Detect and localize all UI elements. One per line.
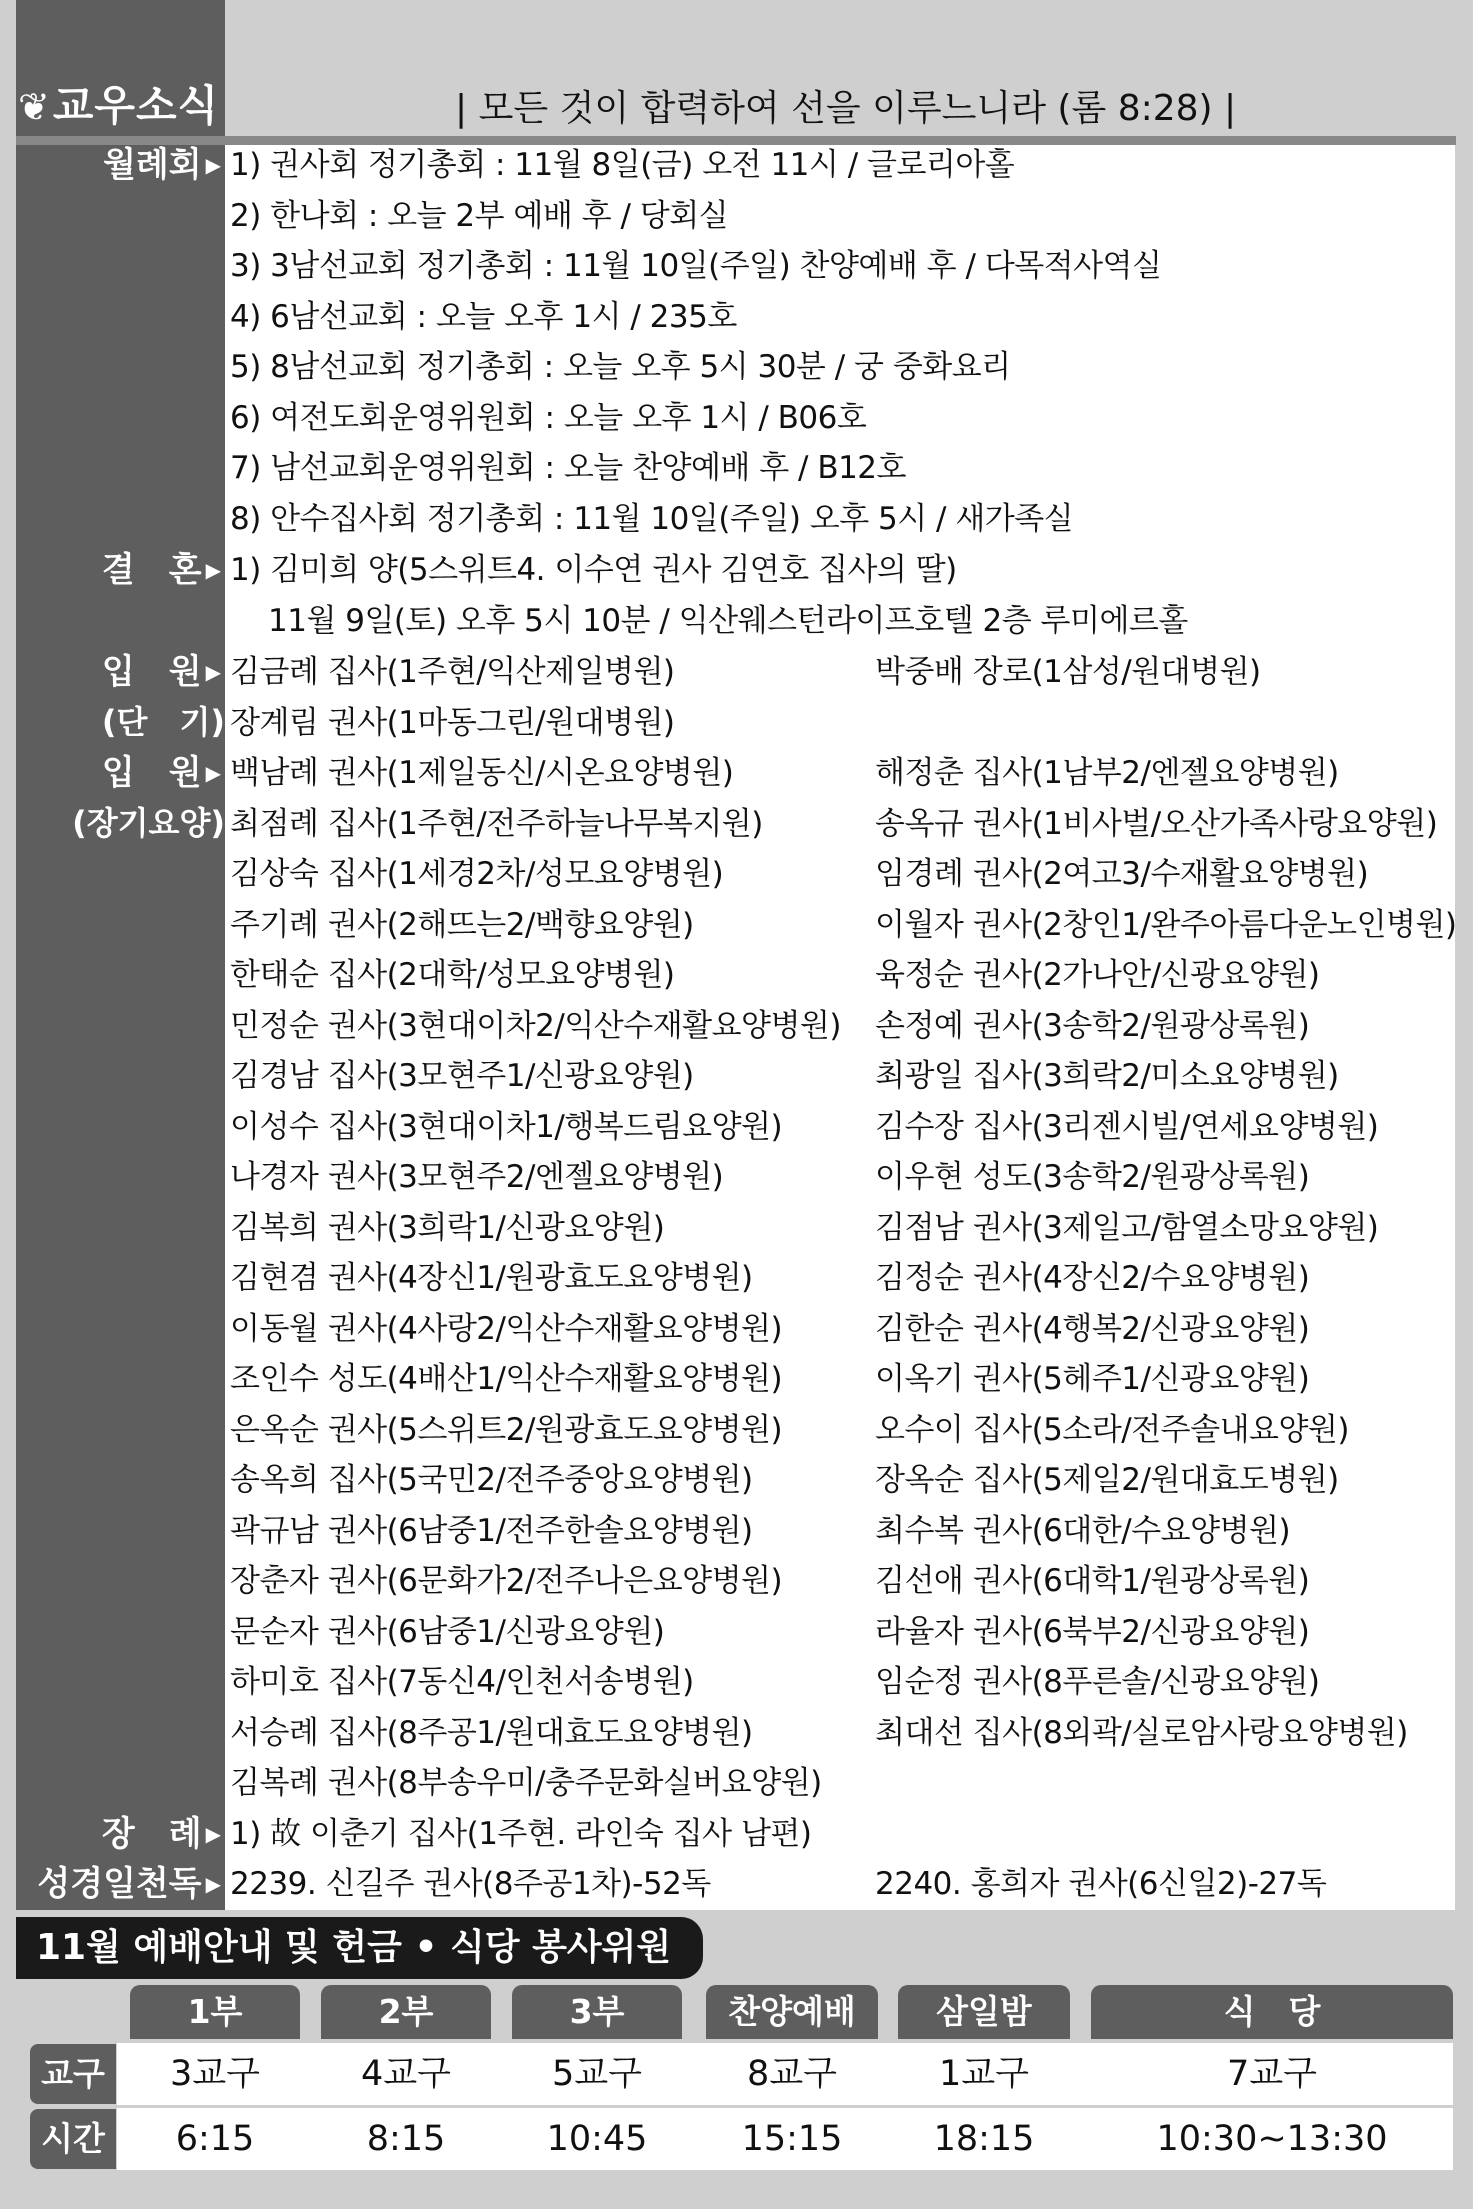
admit-long-entry: 라율자 권사(6북부2/신광요양원)	[875, 1614, 1310, 1650]
monthly-item: 3) 3남선교회 정기총회 : 11월 10일(주일) 찬양예배 후 / 다목적사역실	[230, 248, 1162, 284]
admit-long-entry: 김한순 권사(4행복2/신광요양원)	[875, 1311, 1310, 1347]
col-head-praise: 찬양예배	[706, 1985, 878, 2039]
wedding-line-1: 1) 김미희 양(5스위트4. 이수연 권사 김연호 집사의 딸)	[230, 552, 957, 588]
leaf-icon: ❦	[18, 85, 51, 129]
admit-long-entry: 김정순 권사(4장신2/수요양병원)	[875, 1260, 1310, 1296]
admit-long-entry: 김점남 권사(3제일고/함열소망요양원)	[875, 1210, 1379, 1246]
label-short-term: (단 기)	[101, 703, 225, 741]
row-label-time: 시간	[30, 2109, 116, 2169]
admit-long-entry: 주기례 권사(2해뜨는2/백향요양원)	[230, 907, 694, 943]
admit-long-entry: 이우현 성도(3송학2/원광상록원)	[875, 1159, 1310, 1195]
admit-short-entry: 김금례 집사(1주현/익산제일병원)	[230, 654, 675, 690]
monthly-item: 2) 한나회 : 오늘 2부 예배 후 / 당회실	[230, 198, 729, 234]
admit-long-entry: 백남례 권사(1제일동신/시온요양병원)	[230, 755, 734, 791]
admit-long-entry: 최대선 집사(8외곽/실로암사랑요양병원)	[875, 1715, 1408, 1751]
time-2bu: 8:15	[366, 2119, 446, 2159]
funeral-line: 1) 故 이춘기 집사(1주현. 라인숙 집사 남편)	[230, 1816, 812, 1852]
parish-praise: 8교구	[747, 2054, 837, 2094]
parish-2bu: 4교구	[361, 2054, 451, 2094]
monthly-item: 8) 안수집사회 정기총회 : 11월 10일(주일) 오후 5시 / 새가족실	[230, 501, 1074, 537]
arrow-icon: ▶	[205, 660, 221, 684]
admit-long-entry: 문순자 권사(6남중1/신광요양원)	[230, 1614, 665, 1650]
admit-long-entry: 육정순 권사(2가나안/신광요양원)	[875, 957, 1320, 993]
admit-long-entry: 장옥순 집사(5제일2/원대효도병원)	[875, 1462, 1339, 1498]
monthly-item: 4) 6남선교회 : 오늘 오후 1시 / 235호	[230, 299, 737, 335]
label-monthly: 월례회 ▶	[103, 145, 221, 185]
monthly-item: 7) 남선교회운영위원회 : 오늘 찬양예배 후 / B12호	[230, 450, 906, 486]
admit-long-entry: 김수장 집사(3리젠시빌/연세요양병원)	[875, 1109, 1379, 1145]
admit-long-entry: 김복희 권사(3희락1/신광요양원)	[230, 1210, 665, 1246]
monthly-item: 1) 권사회 정기총회 : 11월 8일(금) 오전 11시 / 글로리아홀	[230, 147, 1015, 183]
admit-long-entry: 민정순 권사(3현대이차2/익산수재활요양병원)	[230, 1008, 841, 1044]
admit-long-entry: 하미호 집사(7동신4/인천서송병원)	[230, 1664, 694, 1700]
wedding-line-2: 11월 9일(토) 오후 5시 10분 / 익산웨스턴라이프호텔 2층 루미에르홀	[268, 603, 1188, 639]
col-head-3bu: 3부	[512, 1985, 682, 2039]
admit-short-entry: 박중배 장로(1삼성/원대병원)	[875, 654, 1261, 690]
admit-long-entry: 임순정 권사(8푸른솔/신광요양원)	[875, 1664, 1320, 1700]
arrow-icon: ▶	[205, 1872, 221, 1896]
admit-long-entry: 최수복 권사(6대한/수요양병원)	[875, 1513, 1291, 1549]
section-title-text: 교우소식	[52, 81, 220, 130]
time-wednesday: 18:15	[933, 2119, 1035, 2159]
admit-long-entry: 김선애 권사(6대학1/원광상록원)	[875, 1563, 1310, 1599]
arrow-icon: ▶	[205, 761, 221, 785]
admit-long-entry: 한태순 집사(2대학/성모요양병원)	[230, 957, 675, 993]
parish-cafeteria: 7교구	[1227, 2054, 1317, 2094]
admit-long-entry: 손정예 권사(3송학2/원광상록원)	[875, 1008, 1310, 1044]
admit-long-entry: 임경례 권사(2여고3/수재활요양병원)	[875, 856, 1369, 892]
time-praise: 15:15	[741, 2119, 843, 2159]
bible-line-2: 2240. 홍희자 권사(6신일2)-27독	[875, 1866, 1327, 1902]
label-long-term: (장기요양)	[72, 804, 225, 842]
admit-long-entry: 김복례 권사(8부송우미/충주문화실버요양원)	[230, 1765, 822, 1801]
admit-long-entry: 김경남 집사(3모현주1/신광요양원)	[230, 1058, 694, 1094]
admit-long-entry: 이성수 집사(3현대이차1/행복드림요양원)	[230, 1109, 783, 1145]
admit-long-entry: 조인수 성도(4배산1/익산수재활요양병원)	[230, 1361, 783, 1397]
admit-long-entry: 김상숙 집사(1세경2차/성모요양병원)	[230, 856, 724, 892]
admit-short-entry: 장계림 권사(1마동그린/원대병원)	[230, 705, 675, 741]
admit-long-entry: 이옥기 권사(5헤주1/신광요양원)	[875, 1361, 1310, 1397]
section-title	[18, 78, 219, 134]
col-head-cafeteria: 식 당	[1091, 1985, 1453, 2039]
col-head-2bu: 2부	[321, 1985, 491, 2039]
admit-long-entry: 서승례 집사(8주공1/원대효도요양병원)	[230, 1715, 753, 1751]
monthly-item: 5) 8남선교회 정기총회 : 오늘 오후 5시 30분 / 궁 중화요리	[230, 349, 1011, 385]
bible-line-1: 2239. 신길주 권사(8주공1차)-52독	[230, 1866, 711, 1902]
arrow-icon: ▶	[205, 153, 221, 177]
admit-long-entry: 은옥순 권사(5스위트2/원광효도요양병원)	[230, 1412, 783, 1448]
monthly-item: 6) 여전도회운영위원회 : 오늘 오후 1시 / B06호	[230, 400, 867, 436]
admit-long-entry: 송옥희 집사(5국민2/전주중앙요양병원)	[230, 1462, 753, 1498]
motto: | 모든 것이 합력하여 선을 이루느니라 (롬 8:28) |	[455, 88, 1237, 129]
admit-long-entry: 오수이 집사(5소라/전주솔내요양원)	[875, 1412, 1349, 1448]
admit-long-entry: 나경자 권사(3모현주2/엔젤요양병원)	[230, 1159, 724, 1195]
parish-1bu: 3교구	[170, 2054, 260, 2094]
time-cafeteria: 10:30~13:30	[1156, 2119, 1388, 2159]
admit-long-entry: 곽규남 권사(6남중1/전주한솔요양병원)	[230, 1513, 753, 1549]
admit-long-entry: 김현겸 권사(4장신1/원광효도요양병원)	[230, 1260, 753, 1296]
arrow-icon: ▶	[205, 1822, 221, 1846]
time-1bu: 6:15	[175, 2119, 255, 2159]
label-bible: 성경일천독 ▶	[37, 1864, 221, 1904]
admit-long-entry: 장춘자 권사(6문화가2/전주나은요양병원)	[230, 1563, 783, 1599]
label-admit-short: 입 원 ▶	[101, 652, 221, 692]
worship-title: 11월 예배안내 및 헌금 • 식당 봉사위원	[36, 1927, 672, 1968]
left-label-strip	[16, 0, 225, 1910]
admit-long-entry: 이월자 권사(2창인1/완주아름다운노인병원)	[875, 907, 1457, 943]
parish-3bu: 5교구	[552, 2054, 642, 2094]
col-head-wednesday: 삼일밤	[898, 1985, 1070, 2039]
admit-long-entry: 해정춘 집사(1남부2/엔젤요양병원)	[875, 755, 1339, 791]
arrow-icon: ▶	[205, 558, 221, 582]
parish-wednesday: 1교구	[939, 2054, 1029, 2094]
time-3bu: 10:45	[546, 2119, 648, 2159]
row-label-parish: 교구	[30, 2044, 116, 2104]
col-head-1bu: 1부	[130, 1985, 300, 2039]
label-admit-long: 입 원 ▶	[101, 753, 221, 793]
admit-long-entry: 이동월 권사(4사랑2/익산수재활요양병원)	[230, 1311, 783, 1347]
admit-long-entry: 송옥규 권사(1비사벌/오산가족사랑요양원)	[875, 806, 1438, 842]
label-funeral: 장 례 ▶	[101, 1814, 221, 1854]
admit-long-entry: 최광일 집사(3희락2/미소요양병원)	[875, 1058, 1339, 1094]
label-wedding: 결 혼 ▶	[101, 550, 221, 590]
admit-long-entry: 최점례 집사(1주현/전주하늘나무복지원)	[230, 806, 763, 842]
